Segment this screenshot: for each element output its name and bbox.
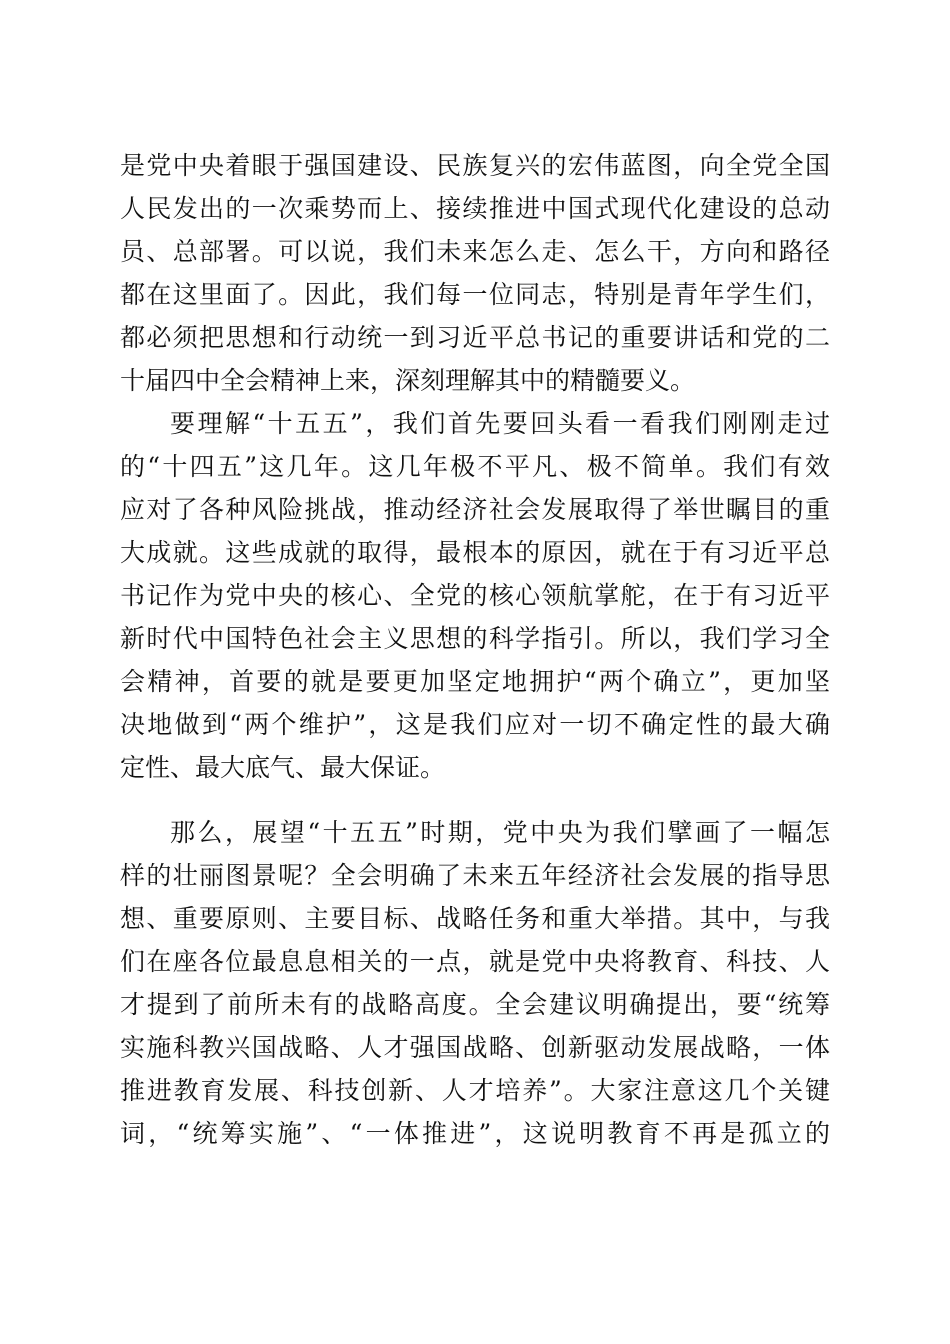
text-line: 都在这里面了。因此，我们每一位同志，特别是青年学生们， bbox=[120, 280, 830, 309]
text-line: 决地做到“两个维护”，这是我们应对一切不确定性的最大确 bbox=[120, 710, 830, 739]
text-line: 会精神，首要的就是要更加坚定地拥护“两个确立”，更加坚 bbox=[120, 667, 830, 696]
text-line: 人民发出的一次乘势而上、接续推进中国式现代化建设的总动 bbox=[120, 194, 830, 223]
text-line: 新时代中国特色社会主义思想的科学指引。所以，我们学习全 bbox=[120, 624, 830, 653]
text-line: 推进教育发展、科技创新、人才培养”。大家注意这几个关键 bbox=[120, 1076, 830, 1105]
text-line: 实施科教兴国战略、人才强国战略、创新驱动发展战略，一体 bbox=[120, 1033, 830, 1062]
text-line: 要理解“十五五”，我们首先要回头看一看我们刚刚走过 bbox=[170, 409, 830, 438]
text-line: 们在座各位最息息相关的一点，就是党中央将教育、科技、人 bbox=[120, 947, 830, 976]
text-line: 十届四中全会精神上来，深刻理解其中的精髓要义。 bbox=[120, 366, 696, 395]
text-line: 大成就。这些成就的取得，最根本的原因，就在于有习近平总 bbox=[120, 538, 830, 567]
text-line: 都必须把思想和行动统一到习近平总书记的重要讲话和党的二 bbox=[120, 323, 830, 352]
text-line: 想、重要原则、主要目标、战略任务和重大举措。其中，与我 bbox=[120, 904, 830, 933]
text-line: 书记作为党中央的核心、全党的核心领航掌舵，在于有习近平 bbox=[120, 581, 830, 610]
text-line: 那么，展望“十五五”时期，党中央为我们擘画了一幅怎 bbox=[170, 818, 830, 847]
text-line: 的“十四五”这几年。这几年极不平凡、极不简单。我们有效 bbox=[120, 452, 830, 481]
text-line: 才提到了前所未有的战略高度。全会建议明确提出，要“统筹 bbox=[120, 990, 830, 1019]
text-line: 员、总部署。可以说，我们未来怎么走、怎么干，方向和路径 bbox=[120, 237, 830, 266]
text-line: 应对了各种风险挑战，推动经济社会发展取得了举世瞩目的重 bbox=[120, 495, 830, 524]
text-line: 是党中央着眼于强国建设、民族复兴的宏伟蓝图，向全党全国 bbox=[120, 151, 830, 180]
text-line: 词，“统筹实施”、“一体推进”，这说明教育不再是孤立的 bbox=[120, 1119, 830, 1148]
text-line: 样的壮丽图景呢？全会明确了未来五年经济社会发展的指导思 bbox=[120, 861, 830, 890]
text-line: 定性、最大底气、最大保证。 bbox=[120, 753, 446, 782]
